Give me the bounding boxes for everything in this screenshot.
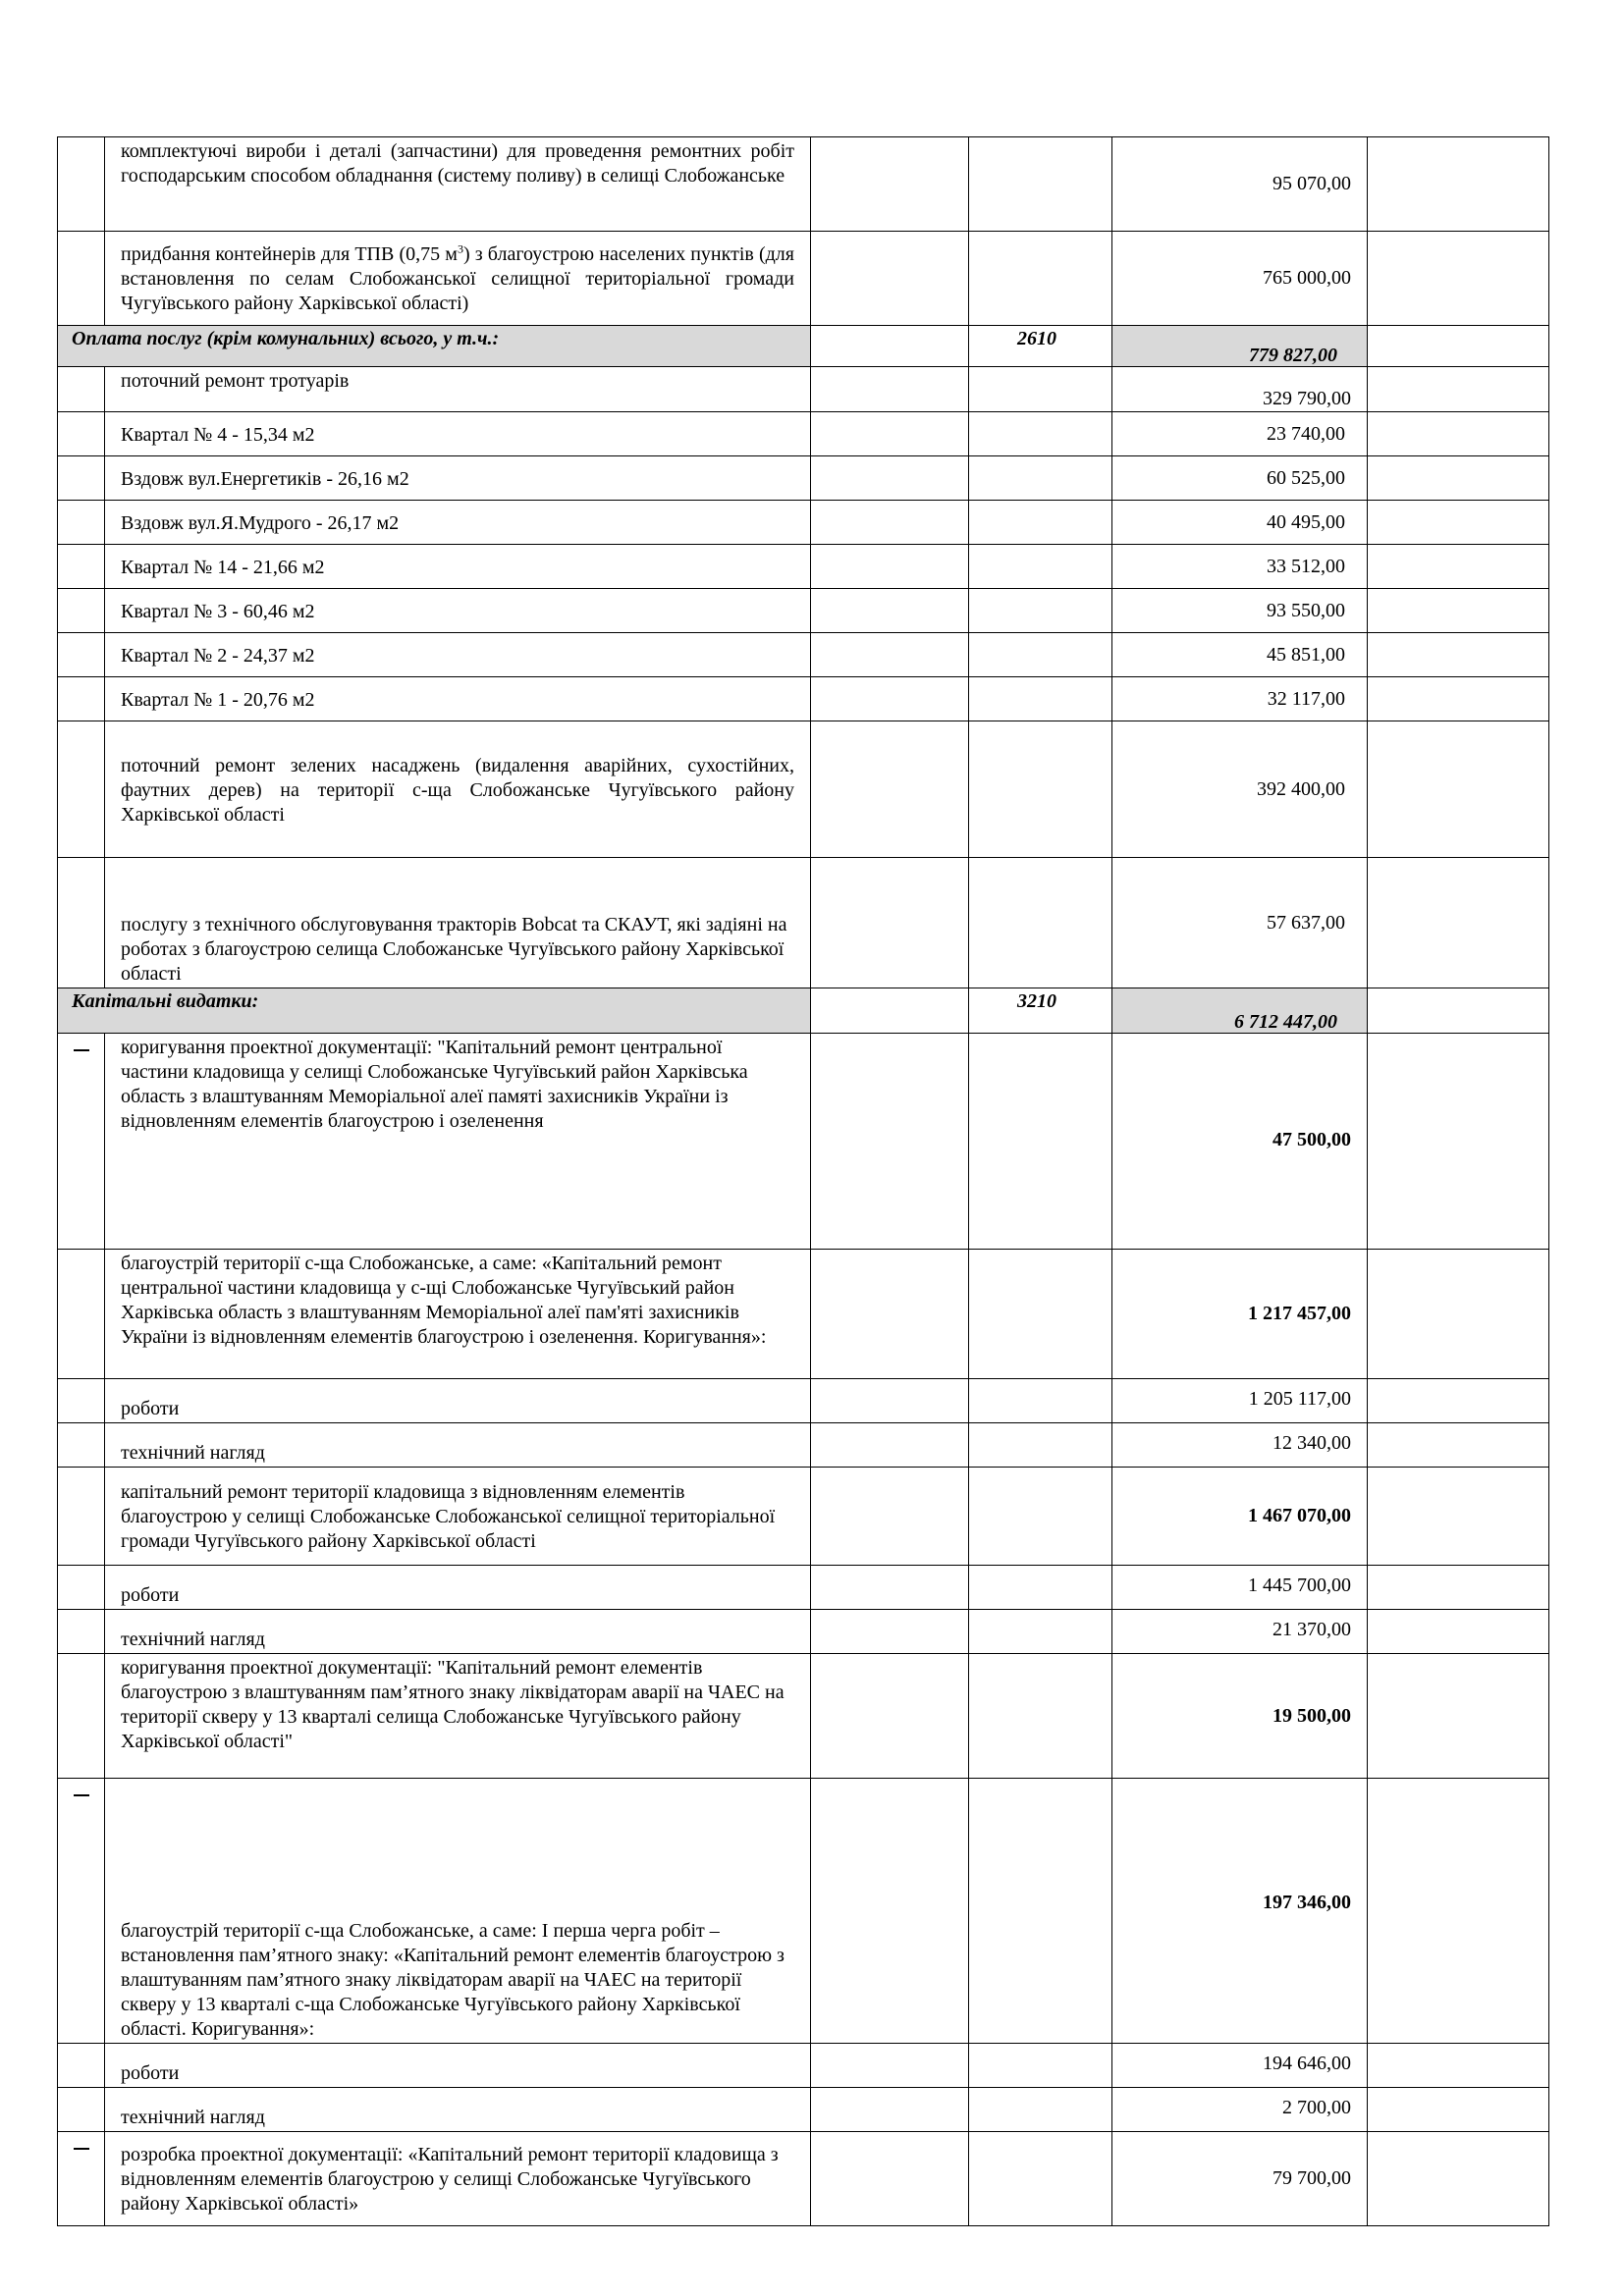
empty-cell — [811, 1250, 969, 1379]
empty-cell — [1368, 633, 1549, 677]
item-amount: 1 205 117,00 — [1112, 1379, 1368, 1423]
empty-cell — [811, 1423, 969, 1468]
table-row — [58, 677, 1549, 721]
section-row — [58, 988, 1549, 1034]
table-row — [58, 2088, 1549, 2132]
item-description: Вздовж вул.Я.Мудрого - 26,17 м2 — [105, 501, 811, 545]
empty-cell — [969, 2132, 1112, 2226]
item-amount: 21 370,00 — [1112, 1610, 1368, 1654]
table-row — [58, 1250, 1549, 1379]
table-row — [58, 858, 1549, 988]
empty-cell — [1368, 501, 1549, 545]
marker-cell — [58, 2044, 105, 2088]
empty-cell — [811, 326, 969, 367]
item-amount: 47 500,00 — [1112, 1034, 1368, 1250]
table-row — [58, 633, 1549, 677]
marker-cell — [58, 721, 105, 858]
item-amount: 79 700,00 — [1112, 2132, 1368, 2226]
empty-cell — [811, 858, 969, 988]
item-description: Вздовж вул.Енергетиків - 26,16 м2 — [105, 456, 811, 501]
empty-cell — [1368, 232, 1549, 326]
empty-cell — [969, 1250, 1112, 1379]
item-description: комплектуючі вироби і деталі (запчастини) для проведення ремонтних робіт господарським способом обладнання (систему поливу) в селищі Слобожанське — [105, 137, 811, 232]
item-description — [105, 232, 811, 326]
empty-cell — [1368, 721, 1549, 858]
table-row — [58, 1610, 1549, 1654]
table-row — [58, 545, 1549, 589]
item-description: Квартал № 3 - 60,46 м2 — [105, 589, 811, 633]
item-amount: 197 346,00 — [1112, 1779, 1368, 2044]
empty-cell — [969, 501, 1112, 545]
empty-cell — [1368, 589, 1549, 633]
item-description: коригування проектної документації: "Капітальний ремонт елементів благоустрою з влаштуванням пам’ятного знаку ліквідаторам аварії на ЧАЕС на території скверу у 13 кварталі селища Слобожанське Чугуївського району Харківської області" — [105, 1654, 811, 1779]
empty-cell — [969, 367, 1112, 412]
item-text-part: придбання контейнерів для ТПВ (0,75 м — [121, 243, 458, 265]
marker-cell — [58, 545, 105, 589]
empty-cell — [969, 2044, 1112, 2088]
table-row — [58, 589, 1549, 633]
table-row — [58, 456, 1549, 501]
marker-cell — [58, 1779, 105, 2044]
item-amount: 1 217 457,00 — [1112, 1250, 1368, 1379]
empty-cell — [969, 2088, 1112, 2132]
empty-cell — [1368, 545, 1549, 589]
empty-cell — [811, 412, 969, 456]
item-amount: 392 400,00 — [1112, 721, 1368, 858]
empty-cell — [811, 501, 969, 545]
marker-cell — [58, 367, 105, 412]
empty-cell — [811, 1610, 969, 1654]
section-row — [58, 326, 1549, 367]
table-row — [58, 1423, 1549, 1468]
empty-cell — [969, 589, 1112, 633]
empty-cell — [1368, 2044, 1549, 2088]
empty-cell — [1368, 1034, 1549, 1250]
marker-cell — [58, 1379, 105, 1423]
empty-cell — [969, 1468, 1112, 1566]
marker-cell — [58, 1654, 105, 1779]
marker-cell — [58, 1250, 105, 1379]
item-amount: 765 000,00 — [1112, 232, 1368, 326]
empty-cell — [811, 721, 969, 858]
marker-cell — [58, 1034, 105, 1250]
table-row — [58, 2132, 1549, 2226]
empty-cell — [1368, 2088, 1549, 2132]
dash-marker-icon — [74, 2148, 89, 2150]
item-amount: 60 525,00 — [1112, 456, 1368, 501]
marker-cell — [58, 456, 105, 501]
marker-cell — [58, 1566, 105, 1610]
empty-cell — [969, 1654, 1112, 1779]
empty-cell — [811, 367, 969, 412]
section-total: 779 827,00 — [1112, 326, 1368, 367]
table-row — [58, 1566, 1549, 1610]
item-description: поточний ремонт зелених насаджень (видалення аварійних, сухостійних, фаутних дерев) на території с-ща Слобожанське Чугуївського району Харківської області — [105, 721, 811, 858]
empty-cell — [1368, 1379, 1549, 1423]
section-code: 2610 — [969, 326, 1112, 367]
empty-cell — [1368, 1654, 1549, 1779]
empty-cell — [969, 677, 1112, 721]
empty-cell — [811, 2132, 969, 2226]
table-row — [58, 412, 1549, 456]
empty-cell — [811, 1654, 969, 1779]
empty-cell — [1368, 988, 1549, 1034]
marker-cell — [58, 1468, 105, 1566]
item-description: Квартал № 14 - 21,66 м2 — [105, 545, 811, 589]
item-description: роботи — [105, 2044, 811, 2088]
empty-cell — [811, 2088, 969, 2132]
empty-cell — [969, 545, 1112, 589]
item-description: послугу з технічного обслуговування тракторів Bobcat та СКАУТ, які задіяні на роботах з благоустрою селища Слобожанське Чугуївського району Харківської області — [105, 858, 811, 988]
marker-cell — [58, 137, 105, 232]
item-description: технічний нагляд — [105, 1423, 811, 1468]
superscript: 3 — [457, 241, 463, 256]
table-row — [58, 137, 1549, 232]
empty-cell — [811, 1034, 969, 1250]
empty-cell — [811, 1379, 969, 1423]
budget-table — [57, 136, 1549, 2226]
item-amount: 33 512,00 — [1112, 545, 1368, 589]
table-row — [58, 367, 1549, 412]
item-description: Квартал № 1 - 20,76 м2 — [105, 677, 811, 721]
empty-cell — [969, 412, 1112, 456]
marker-cell — [58, 2088, 105, 2132]
marker-cell — [58, 2132, 105, 2226]
marker-cell — [58, 633, 105, 677]
section-code: 3210 — [969, 988, 1112, 1034]
empty-cell — [1368, 456, 1549, 501]
dash-marker-icon — [74, 1049, 89, 1051]
empty-cell — [1368, 1779, 1549, 2044]
empty-cell — [969, 1779, 1112, 2044]
empty-cell — [969, 1610, 1112, 1654]
marker-cell — [58, 589, 105, 633]
item-description: поточний ремонт тротуарів — [105, 367, 811, 412]
item-amount: 12 340,00 — [1112, 1423, 1368, 1468]
empty-cell — [1368, 2132, 1549, 2226]
empty-cell — [811, 1566, 969, 1610]
empty-cell — [969, 1379, 1112, 1423]
table-row — [58, 1379, 1549, 1423]
table-row — [58, 2044, 1549, 2088]
empty-cell — [1368, 412, 1549, 456]
item-amount: 1 467 070,00 — [1112, 1468, 1368, 1566]
item-amount: 95 070,00 — [1112, 137, 1368, 232]
empty-cell — [811, 545, 969, 589]
empty-cell — [1368, 677, 1549, 721]
empty-cell — [811, 456, 969, 501]
marker-cell — [58, 858, 105, 988]
section-title: Оплата послуг (крім комунальних) всього, у т.ч.: — [58, 326, 811, 367]
empty-cell — [1368, 367, 1549, 412]
item-description: коригування проектної документації: "Капітальний ремонт центральної частини кладовища у селищі Слобожанське Чугуївський район Харківська область з влаштуванням Меморіальної алеї памяті захисників України із відновленням елементів благоустрою і озеленення — [105, 1034, 811, 1250]
empty-cell — [1368, 1423, 1549, 1468]
empty-cell — [1368, 1566, 1549, 1610]
empty-cell — [969, 137, 1112, 232]
empty-cell — [811, 677, 969, 721]
table-row — [58, 1034, 1549, 1250]
item-description: благоустрій території с-ща Слобожанське, а саме: «Капітальний ремонт центральної частини кладовища у с-щі Слобожанське Чугуївський район Харківська область з влаштуванням Меморіальної алеї пам'яті захисників України із відновленням елементів благоустрою і озеленення. Коригування»: — [105, 1250, 811, 1379]
empty-cell — [969, 858, 1112, 988]
item-text-part: ) з благоустрою населених пунктів (для встановлення по селам Слобожанської селищної територіальної громади Чугуївського району Харківської області) — [121, 243, 794, 314]
marker-cell — [58, 1423, 105, 1468]
item-amount: 329 790,00 — [1112, 367, 1368, 412]
section-total: 6 712 447,00 — [1112, 988, 1368, 1034]
table-row — [58, 501, 1549, 545]
marker-cell — [58, 412, 105, 456]
table-row — [58, 721, 1549, 858]
empty-cell — [1368, 137, 1549, 232]
empty-cell — [811, 1468, 969, 1566]
section-title: Капітальні видатки: — [58, 988, 811, 1034]
marker-cell — [58, 1610, 105, 1654]
item-description: капітальний ремонт території кладовища з відновленням елементів благоустрою у селищі Слобожанське Слобожанської селищної територіальної громади Чугуївського району Харківської області — [105, 1468, 811, 1566]
table-row — [58, 1779, 1549, 2044]
item-description: Квартал № 2 - 24,37 м2 — [105, 633, 811, 677]
item-description: роботи — [105, 1566, 811, 1610]
empty-cell — [811, 137, 969, 232]
marker-cell — [58, 677, 105, 721]
empty-cell — [811, 633, 969, 677]
dash-marker-icon — [74, 1794, 89, 1796]
table-row — [58, 1654, 1549, 1779]
empty-cell — [1368, 858, 1549, 988]
item-amount: 40 495,00 — [1112, 501, 1368, 545]
empty-cell — [811, 232, 969, 326]
item-description: роботи — [105, 1379, 811, 1423]
item-description: благоустрій території с-ща Слобожанське, а саме: І перша черга робіт – встановлення пам’ятного знаку: «Капітальний ремонт елементів благоустрою з влаштуванням пам’ятного знаку ліквідаторам аварії на ЧАЕС на території скверу у 13 кварталі с-ща Слобожанське Чугуївського району Харківської області. Коригування»: — [105, 1779, 811, 2044]
empty-cell — [969, 721, 1112, 858]
empty-cell — [811, 2044, 969, 2088]
table-row — [58, 1468, 1549, 1566]
item-amount: 93 550,00 — [1112, 589, 1368, 633]
empty-cell — [1368, 326, 1549, 367]
empty-cell — [969, 456, 1112, 501]
empty-cell — [1368, 1610, 1549, 1654]
empty-cell — [969, 1034, 1112, 1250]
item-amount: 2 700,00 — [1112, 2088, 1368, 2132]
empty-cell — [969, 1566, 1112, 1610]
item-description: технічний нагляд — [105, 2088, 811, 2132]
empty-cell — [1368, 1250, 1549, 1379]
marker-cell — [58, 501, 105, 545]
empty-cell — [969, 1423, 1112, 1468]
empty-cell — [811, 1779, 969, 2044]
item-amount: 19 500,00 — [1112, 1654, 1368, 1779]
item-amount: 57 637,00 — [1112, 858, 1368, 988]
empty-cell — [969, 633, 1112, 677]
item-amount: 32 117,00 — [1112, 677, 1368, 721]
empty-cell — [1368, 1468, 1549, 1566]
item-amount: 23 740,00 — [1112, 412, 1368, 456]
empty-cell — [969, 232, 1112, 326]
table-row — [58, 232, 1549, 326]
item-description: розробка проектної документації: «Капітальний ремонт території кладовища з відновленням елементів благоустрою у селищі Слобожанське Чугуївського району Харківської області» — [105, 2132, 811, 2226]
item-amount: 1 445 700,00 — [1112, 1566, 1368, 1610]
item-amount: 194 646,00 — [1112, 2044, 1368, 2088]
empty-cell — [811, 589, 969, 633]
item-description: Квартал № 4 - 15,34 м2 — [105, 412, 811, 456]
item-amount: 45 851,00 — [1112, 633, 1368, 677]
marker-cell — [58, 232, 105, 326]
empty-cell — [811, 988, 969, 1034]
item-description: технічний нагляд — [105, 1610, 811, 1654]
